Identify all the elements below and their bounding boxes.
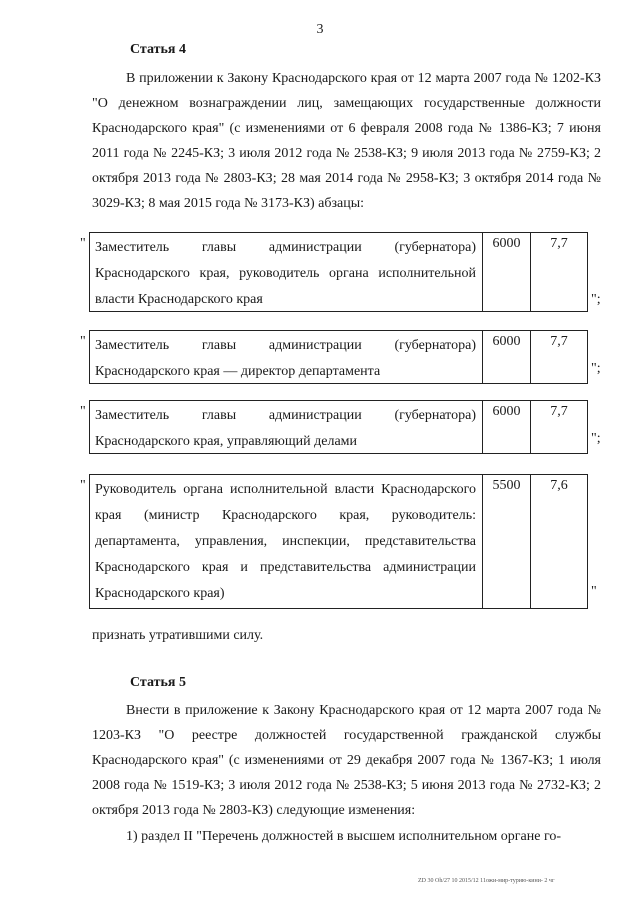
article-5-intro-text: Внести в приложение к Закону Краснодарского края от 12 марта 2007 года № 1203-КЗ "О реестре должностей государственной гражданской службы Краснодарского края" (с изменениями от 29 декабря 2007 года № 1367-КЗ; 1 июля 2008 года № 1519-КЗ; 3 июля 2012 года № 2538-КЗ; 5 июня 2013 года № 2732-КЗ; 2 октября 2013 года № 2803-КЗ) следующие изменения: [92,703,601,818]
quote-open: " [80,334,86,349]
quote-open: " [80,404,86,419]
coefficient-value: 7,7 [550,334,568,349]
article-5-item-1: 1) раздел II "Перечень должностей в высшем исполнительном органе го- [126,829,561,844]
page-number: 3 [316,22,324,37]
amount-value: 6000 [483,233,531,311]
footer-code: ZD 30 Oh/27 10 2015/12 11ожи-мир-турию-кини- 2 чг [418,878,555,884]
article-5-heading: Статья 5 [130,675,186,690]
amount-value: 6000 [483,331,531,383]
coefficient-value: 7,7 [550,236,568,251]
article-4-intro-text: В приложении к Закону Краснодарского края от 12 марта 2007 года № 1202-КЗ "О денежном вознаграждении лиц, замещающих государственные должности Краснодарского края" (с изменениями от 6 февраля 2008 года № 1386-КЗ; 7 июня 2011 года № 2245-КЗ; 3 июля 2012 года № 2538-КЗ; 9 июля 2013 года № 2759-КЗ; 2 октября 2013 года № 2803-КЗ; 28 мая 2014 года № 2958-КЗ; 3 октября 2014 года № 3029-КЗ; 8 мая 2015 года № 3173-КЗ) абзацы: [92,71,601,211]
quote-close: " [591,584,597,599]
quote-open: " [80,478,86,493]
amount-value: 6000 [483,401,531,453]
article-4-conclusion: признать утратившими силу. [92,628,264,643]
amendment-table-row [89,232,588,312]
amendment-table-row [89,474,588,609]
position-title: Заместитель главы администрации (губернатора) Краснодарского края, руководитель органа исполнительной власти Краснодарского края [90,233,483,311]
article-4-heading: Статья 4 [130,42,186,57]
quote-open: " [80,236,86,251]
amendment-table-row [89,330,588,384]
amount-value: 5500 [483,475,531,608]
quote-close: "; [591,292,601,307]
article-4-intro [92,66,601,216]
coefficient-value: 7,7 [550,404,568,419]
position-title: Руководитель органа исполнительной власти Краснодарского края (министр Краснодарского края, руководитель: департамента, управления, инспекции, представительства Краснодарского края и представительства администрации Краснодарского края) [90,475,483,608]
quote-close: "; [591,361,601,376]
coefficient-value: 7,6 [550,478,568,493]
position-title: Заместитель главы администрации (губернатора) Краснодарского края, управляющий делами [90,401,483,453]
quote-close: "; [591,431,601,446]
article-5-intro [92,698,601,823]
amendment-table-row [89,400,588,454]
position-title: Заместитель главы администрации (губернатора) Краснодарского края — директор департамента [90,331,483,383]
